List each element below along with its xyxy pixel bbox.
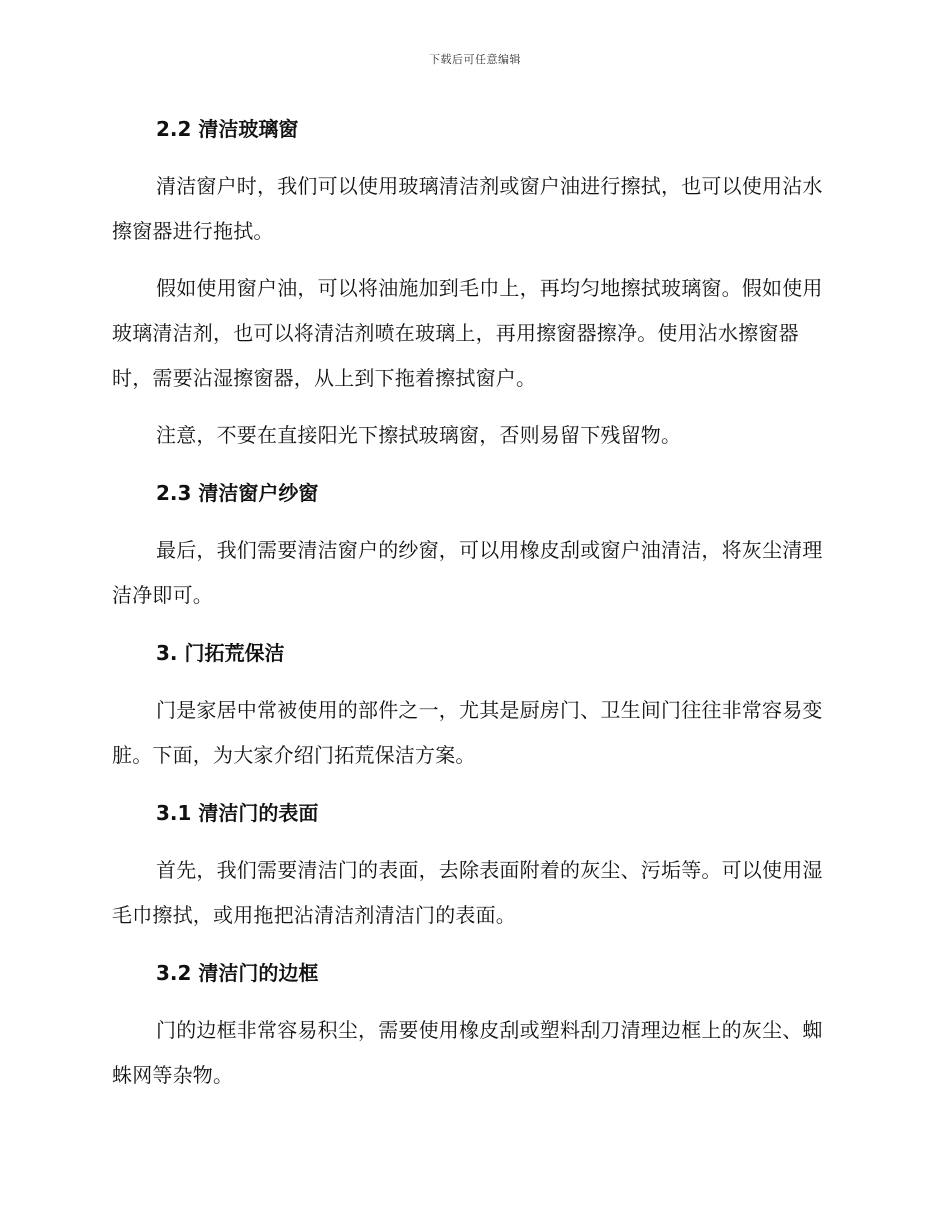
section-heading-3: 3. 门拓荒保洁 [156,641,285,665]
page-header: 下载后可任意编辑 [429,53,521,66]
paragraph-3-2: 门的边框非常容易积尘，需要使用橡皮刮或塑料刮刀清理边框上的灰尘、蜘蛛网等杂物。 [112,1018,823,1087]
document-body [112,112,832,1098]
paragraph-2-2-intro: 清洁窗户时，我们可以使用玻璃清洁剂或窗户油进行擦拭，也可以使用沾水擦窗器进行拖拭。 [112,174,823,243]
section-heading-2-3: 2.3 清洁窗户纱窗 [156,481,319,505]
paragraph-2-2-method: 假如使用窗户油，可以将油施加到毛巾上，再均匀地擦拭玻璃窗。假如使用玻璃清洁剂，也可以将清洁剂喷在玻璃上，再用擦窗器擦净。使用沾水擦窗器时，需要沾湿擦窗器，从上到下拖着擦拭窗户。 [112,276,823,390]
paragraph-3: 门是家居中常被使用的部件之一，尤其是厨房门、卫生间门往往非常容易变脏。下面，为大家介绍门拓荒保洁方案。 [112,698,823,767]
paragraph-2-2-note: 注意，不要在直接阳光下擦拭玻璃窗，否则易留下残留物。 [156,423,682,447]
section-heading-3-1: 3.1 清洁门的表面 [156,801,319,825]
paragraph-3-1: 首先，我们需要清洁门的表面，去除表面附着的灰尘、污垢等。可以使用湿毛巾擦拭，或用拖把沾清洁剂清洁门的表面。 [112,858,823,927]
section-heading-2-2: 2.2 清洁玻璃窗 [156,117,299,141]
section-heading-3-2: 3.2 清洁门的边框 [156,961,319,985]
paragraph-2-3: 最后，我们需要清洁窗户的纱窗，可以用橡皮刮或窗户油清洁，将灰尘清理洁净即可。 [112,538,823,607]
